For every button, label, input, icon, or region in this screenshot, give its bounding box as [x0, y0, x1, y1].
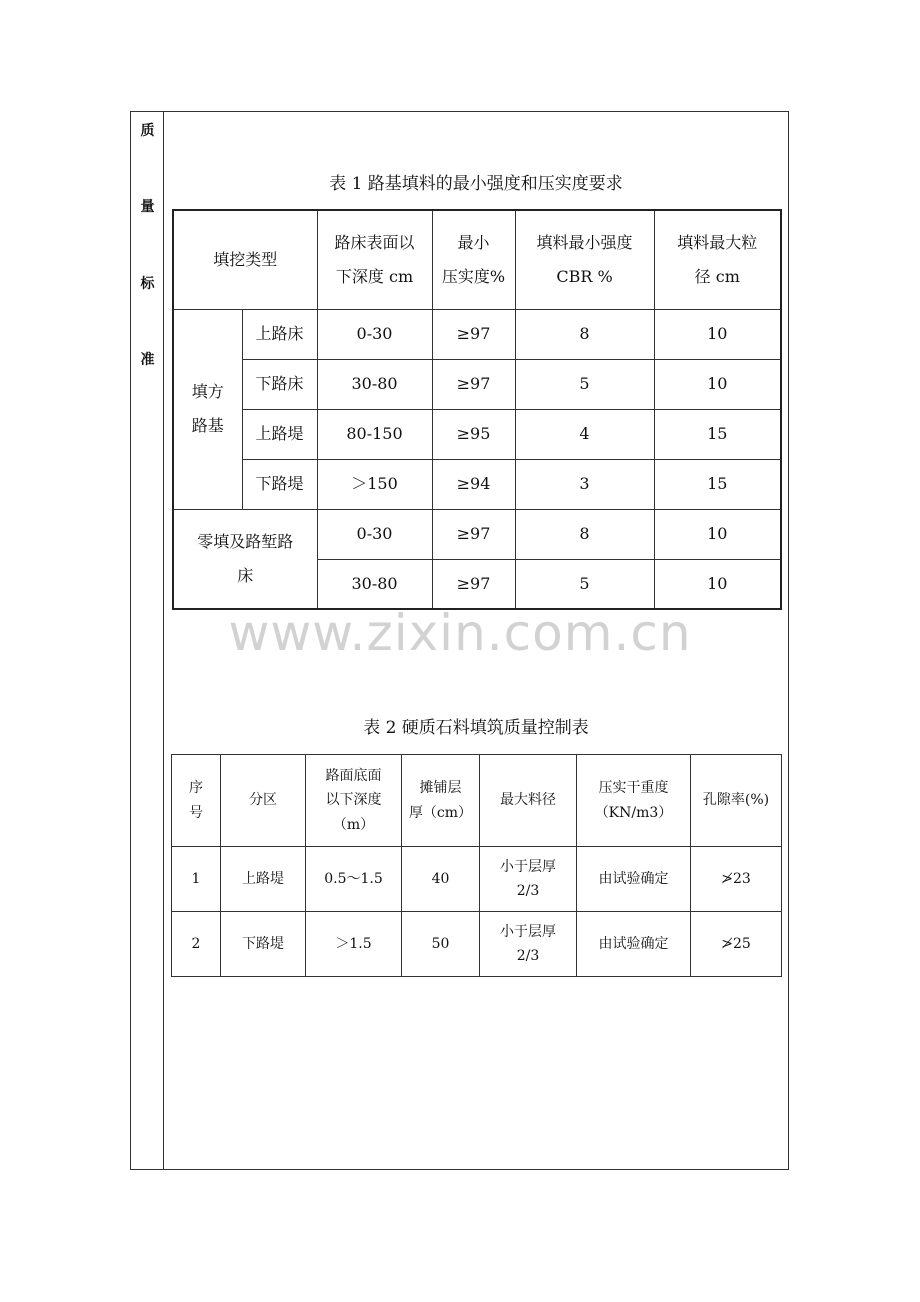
compaction-cell: ≥97 [432, 359, 515, 409]
sub-type-cell: 上路床 [242, 309, 317, 359]
header-text: 填料最大粒 [677, 233, 758, 253]
cbr-cell: 8 [515, 509, 654, 559]
zone-cell: 上路堤 [221, 847, 306, 912]
table-row [173, 509, 781, 559]
header-text: 以下深度 [325, 792, 382, 809]
depth-cell: 30-80 [317, 359, 432, 409]
depth-cell: 0-30 [317, 509, 432, 559]
depth-cell: 30-80 [317, 559, 432, 609]
max-size-cell: 10 [654, 559, 781, 609]
subgrade-fill-table [172, 209, 782, 610]
zone-cell: 下路堤 [221, 912, 306, 977]
header-text: 最小 [457, 233, 490, 253]
depth-cell: ＞150 [317, 459, 432, 509]
header-text: 厚（cm） [408, 804, 473, 821]
max-size-text: 小于层厚 [500, 923, 556, 940]
header-text: 填料最小强度 [536, 233, 633, 253]
depth-cell: 0-30 [317, 309, 432, 359]
group-cell [173, 309, 242, 509]
no-cell: 2 [172, 912, 221, 977]
layer-cell: 40 [402, 847, 480, 912]
table2-caption: 表 2 硬质石料填筑质量控制表 [363, 718, 589, 738]
dry-weight-cell: 由试验确定 [577, 847, 691, 912]
side-label-char: 标 [140, 276, 155, 292]
cbr-cell: 4 [515, 409, 654, 459]
max-size-cell: 10 [654, 509, 781, 559]
compaction-cell: ≥97 [432, 309, 515, 359]
header-cell [577, 755, 691, 847]
compaction-cell: ≥97 [432, 509, 515, 559]
header-cell: 孔隙率(%) [691, 755, 782, 847]
header-cell: 最大料径 [480, 755, 577, 847]
depth-cell: ＞1.5 [306, 912, 402, 977]
cbr-cell: 5 [515, 559, 654, 609]
max-size-cell: 15 [654, 409, 781, 459]
header-text: 路床表面以 [334, 233, 415, 253]
group-text: 填方 [191, 382, 224, 402]
sub-type-cell: 下路堤 [242, 459, 317, 509]
watermark: www.zixin.com.cn [228, 604, 692, 662]
table-row [172, 912, 782, 977]
header-cell [515, 210, 654, 309]
header-text: 下深度 cm [335, 266, 414, 286]
header-cell [172, 755, 221, 847]
header-cell [317, 210, 432, 309]
header-cell: 分区 [221, 755, 306, 847]
header-text: CBR % [556, 266, 613, 286]
table-header-row [172, 755, 782, 847]
group-text: 零填及路堑路 [197, 532, 294, 552]
header-text: （KN/m3） [594, 804, 673, 821]
header-text: 压实干重度 [598, 780, 669, 796]
compaction-cell: ≥95 [432, 409, 515, 459]
table-row [173, 309, 781, 359]
max-size-cell [480, 912, 577, 977]
cbr-cell: 3 [515, 459, 654, 509]
group-text: 路基 [191, 416, 224, 435]
depth-cell: 80-150 [317, 409, 432, 459]
porosity-cell: ≯23 [691, 847, 782, 912]
compaction-cell: ≥94 [432, 459, 515, 509]
max-size-cell: 10 [654, 359, 781, 409]
max-size-cell: 15 [654, 459, 781, 509]
depth-cell: 0.5～1.5 [306, 847, 402, 912]
side-label-char: 质 [140, 123, 155, 139]
table-row [173, 409, 781, 459]
header-cell [306, 755, 402, 847]
header-cell [173, 210, 317, 309]
table-row [172, 847, 782, 912]
table-row [173, 359, 781, 409]
header-text: 路面底面 [325, 767, 382, 784]
header-text: 径 cm [694, 266, 740, 286]
porosity-cell: ≯25 [691, 912, 782, 977]
table-row [173, 459, 781, 509]
side-label-char: 准 [140, 352, 155, 368]
header-text: 压实度% [441, 266, 506, 286]
max-size-cell [480, 847, 577, 912]
cbr-cell: 8 [515, 309, 654, 359]
header-cell [432, 210, 515, 309]
header-cell [402, 755, 480, 847]
sub-type-cell: 上路堤 [242, 409, 317, 459]
sub-type-cell: 下路床 [242, 359, 317, 409]
compaction-cell: ≥97 [432, 559, 515, 609]
group-text: 床 [237, 565, 254, 585]
hard-rock-fill-table [171, 754, 782, 977]
max-size-text: 小于层厚 [500, 858, 556, 875]
header-type-text: 填挖类型 [213, 249, 278, 269]
header-text: 摊铺层 [419, 780, 462, 796]
dry-weight-cell: 由试验确定 [577, 912, 691, 977]
max-size-text: 2/3 [516, 883, 540, 899]
max-size-cell: 10 [654, 309, 781, 359]
table1-caption: 表 1 路基填料的最小强度和压实度要求 [329, 174, 623, 194]
no-cell: 1 [172, 847, 221, 912]
header-text: （m） [332, 816, 375, 833]
table-header-row [173, 210, 781, 309]
group-cell [173, 509, 317, 609]
side-label-char: 量 [140, 199, 155, 215]
layer-cell: 50 [402, 912, 480, 977]
header-text: 号 [189, 804, 203, 821]
max-size-text: 2/3 [516, 948, 540, 964]
header-cell [654, 210, 781, 309]
header-text: 序 [189, 780, 203, 796]
cbr-cell: 5 [515, 359, 654, 409]
